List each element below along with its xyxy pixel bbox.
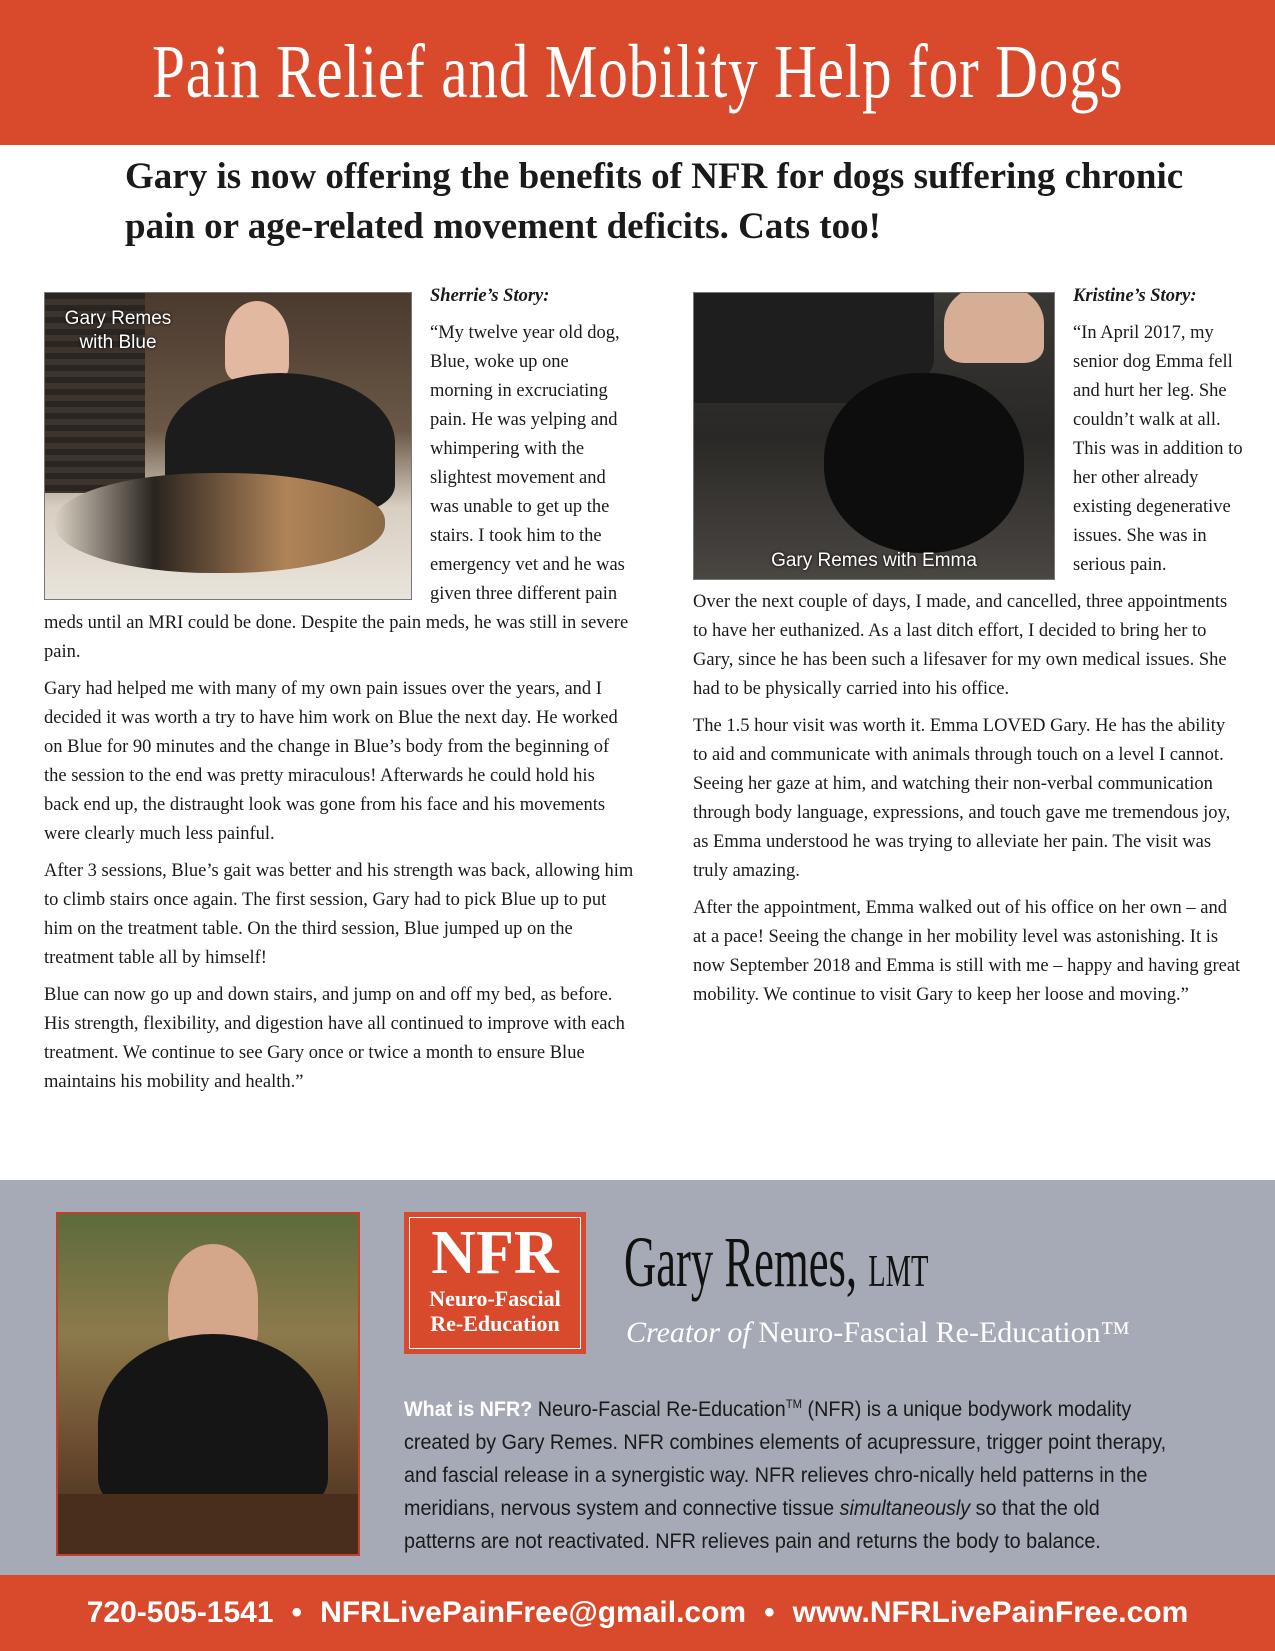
nfr-logo-text: NFR [431,1219,559,1287]
photo-gary-with-blue [44,292,412,600]
email-link[interactable]: NFRLivePainFree@gmail.com [320,1596,747,1629]
sherrie-story-title: Sherrie’s Story: [430,286,550,306]
emma-dog-figure [824,373,1024,553]
photo-gary-with-emma [693,292,1055,580]
sherrie-paragraph-4: Blue can now go up and down stairs, and jump on and off my bed, as before. His strength, flexibility, and digestion have all continued to improve with each treatment. We continue to see Gary once or twice a month to ensure Blue maintains his mobility and health.” [44,985,625,1092]
gary-head-figure [944,292,1044,363]
kristine-story-column [693,282,1243,1018]
kristine-paragraph-4: After the appointment, Emma walked out of his office on her own – and at a pace! Seeing the change in her mobility level was astonishing. It is now September 2018 and Emma is still with me – happy and having great mobility. We continue to visit Gary to keep her loose and moving.” [693,898,1241,1005]
kristine-story-title: Kristine’s Story: [1073,286,1197,306]
kristine-paragraph-3: The 1.5 hour visit was worth it. Emma LOVED Gary. He has the ability to aid and communicate with animals through touch on a level I cannot. Seeing her gaze at him, and watching their non-verbal communication through body language, expressions, and touch gave me tremendous joy, as Emma understood he was trying to alleviate her pain. The visit was truly amazing. [693,716,1231,881]
what-is-nfr: What is NFR? Neuro-Fascial Re-Education™ (NFR) is a unique bodywork modality created by Gary Remes. NFR combines elements of acupressure, trigger point therapy, and fascial release in a synergistic way. NFR relieves chro-nically held patterns in the meridians, nervous system and connective tissue simultaneously so that the old patterns are not reactivated. NFR relieves pain and returns the body to balance. [404,1397,1167,1553]
blue-dog-figure [55,473,385,573]
portrait-gary-remes [56,1212,360,1556]
creator-line: Creator of Neuro-Fascial Re-Education™ [626,1316,1131,1349]
sherrie-paragraph-1: “My twelve year old dog, Blue, woke up one morning in excruciating pain. He was yelping and whimpering with the slightest movement and was unable to get up the stairs. I took him to the emergency vet and he was given three different pain meds until an MRI could be done. Despite the pain meds, he was still in severe pain. [44,323,629,662]
nfr-logo-line-2: Re-Education [430,1311,560,1336]
separator-2: • [764,1596,775,1629]
subtitle: Gary is now offering the benefits of NFR for dogs suffering chronic pain or age-related movement deficits. Cats too! [125,156,1184,247]
emphasis-simultaneously: simultaneously [839,1497,971,1520]
what-label: What is NFR? [404,1398,533,1421]
photo-caption-blue: Gary Remes with Blue [64,308,172,353]
header-banner [0,0,1275,145]
phone-number[interactable]: 720-505-1541 [86,1596,274,1629]
portrait-table [58,1494,358,1554]
bio-name: Gary Remes, LMT [624,1222,929,1302]
kristine-paragraph-2: Over the next couple of days, I made, and cancelled, three appointments to have her euthanized. As a last ditch effort, I decided to bring her to Gary, since he has been such a lifesaver for my own medical issues. She had to be physically carried into his office. [693,592,1228,699]
sherrie-paragraph-2: Gary had helped me with many of my own pain issues over the years, and I decided it was worth a try to have him work on Blue the next day. He worked on Blue for 90 minutes and the change in Blue’s body from the beginning of the session to the end was pretty miraculous! Afterwards he could hold his back end up, the distraught look was gone from his face and his movements were clearly much less painful. [44,679,618,844]
page-title: Pain Relief and Mobility Help for Dogs [151,30,1124,114]
sherrie-story-column [44,282,634,1105]
gary-figure [225,301,289,381]
separator-1: • [291,1596,303,1629]
website-link[interactable]: www.NFRLivePainFree.com [792,1596,1189,1629]
nfr-logo-line-1: Neuro-Fascial [429,1286,561,1311]
kristine-paragraph-1: “In April 2017, my senior dog Emma fell and hurt her leg. She couldn’t walk at all. This was in addition to her other already existing degenerative issues. She was in serious pain. [1073,323,1243,575]
sherrie-paragraph-3: After 3 sessions, Blue’s gait was better and his strength was back, allowing him to climb stairs once again. The first session, Gary had to pick Blue up to put him on the treatment table. On the third session, Blue jumped up on the treatment table all by himself! [44,861,634,968]
nfr-logo [404,1212,586,1354]
portrait-shirt [98,1334,328,1514]
contact-bar [0,1575,1275,1651]
bio-credential: LMT [868,1245,929,1296]
photo-caption-emma: Gary Remes with Emma [771,550,977,571]
